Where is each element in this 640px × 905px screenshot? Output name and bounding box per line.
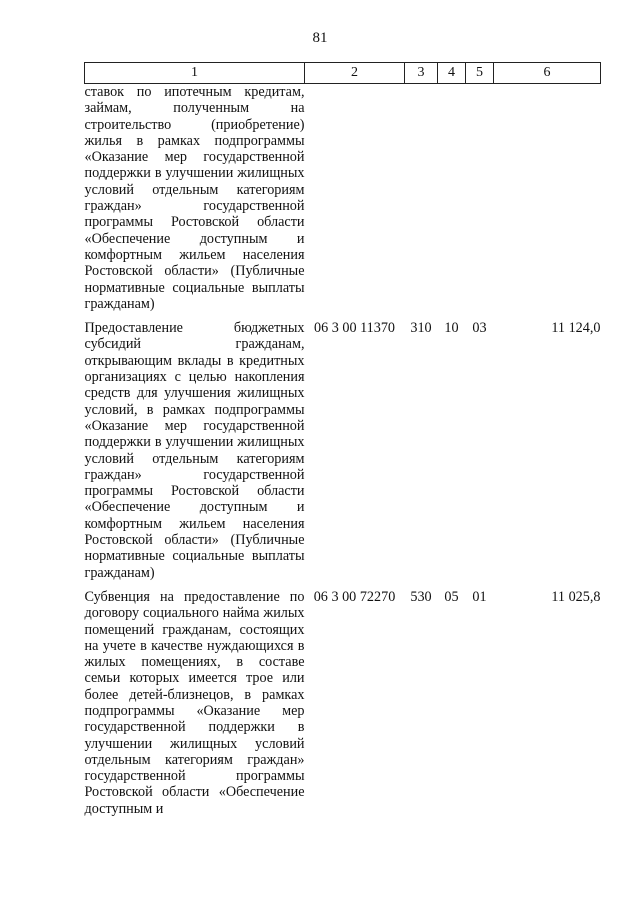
row-description: ставок по ипотечным кредитам, займам, полученным на строительство (приобретение) жилья в рамках подпрограммы «Оказание мер государственной поддержки в улучшении жилищных условий отдельным категориям граждан» государственной программы Ростовской области «Обеспечение доступным и комфортным жильем населения Ростовской области» (Публичные нормативные социальные выплаты гражданам) [84,84,305,312]
column-header-5: 5 [466,63,494,84]
row-description: Предоставление бюджетных субсидий гражданам, открывающим вклады в кредитных организациях с целью накопления средств для улучшения жилищных условий, в рамках подпрограммы «Оказание мер государственной поддержки в улучшении жилищных условий отдельным категориям граждан» государственной программы Ростовской области «Обеспечение доступным и комфортным жильем населения Ростовской области» (Публичные нормативные социальные выплаты гражданам) [84,320,305,581]
table-row [85,589,601,825]
row-section: 10 [444,320,459,337]
row-expense-type: 530 [410,588,432,605]
row-target-code: 06 3 00 72270 [313,588,396,605]
row-description: Субвенция на предоставление по договору социального найма жилых помещений гражданам, состоящих на учете в качестве нуждающихся в жилых помещениях, в составе семьи которых имеется трое или более детей-близнецов, в рамках подпрограммы «Оказание мер государственной поддержки в улучшении жилищных условий отдельным категориям граждан» государственной программы Ростовской области «Обеспечение доступным и [84,588,305,817]
row-subsection [466,84,494,321]
row-section [438,84,466,321]
row-section: 05 [444,588,459,605]
row-subsection: 03 [472,320,487,337]
page-number: 81 [312,30,328,46]
budget-table [84,62,601,825]
table-header-row [85,63,601,84]
row-subsection: 01 [472,588,487,605]
column-header-3: 3 [405,63,438,84]
row-expense-type [405,84,438,321]
row-amount: 11 025,8 [551,588,601,605]
table-row [85,84,601,321]
column-header-6: 6 [494,63,601,84]
row-expense-type: 310 [410,320,432,337]
row-amount [494,84,601,321]
table-row [85,320,601,589]
column-header-1: 1 [85,63,305,84]
row-amount: 11 124,0 [551,320,601,337]
row-target-code: 06 3 00 11370 [313,320,396,337]
column-header-2: 2 [305,63,405,84]
row-target-code [305,84,405,321]
column-header-4: 4 [438,63,466,84]
